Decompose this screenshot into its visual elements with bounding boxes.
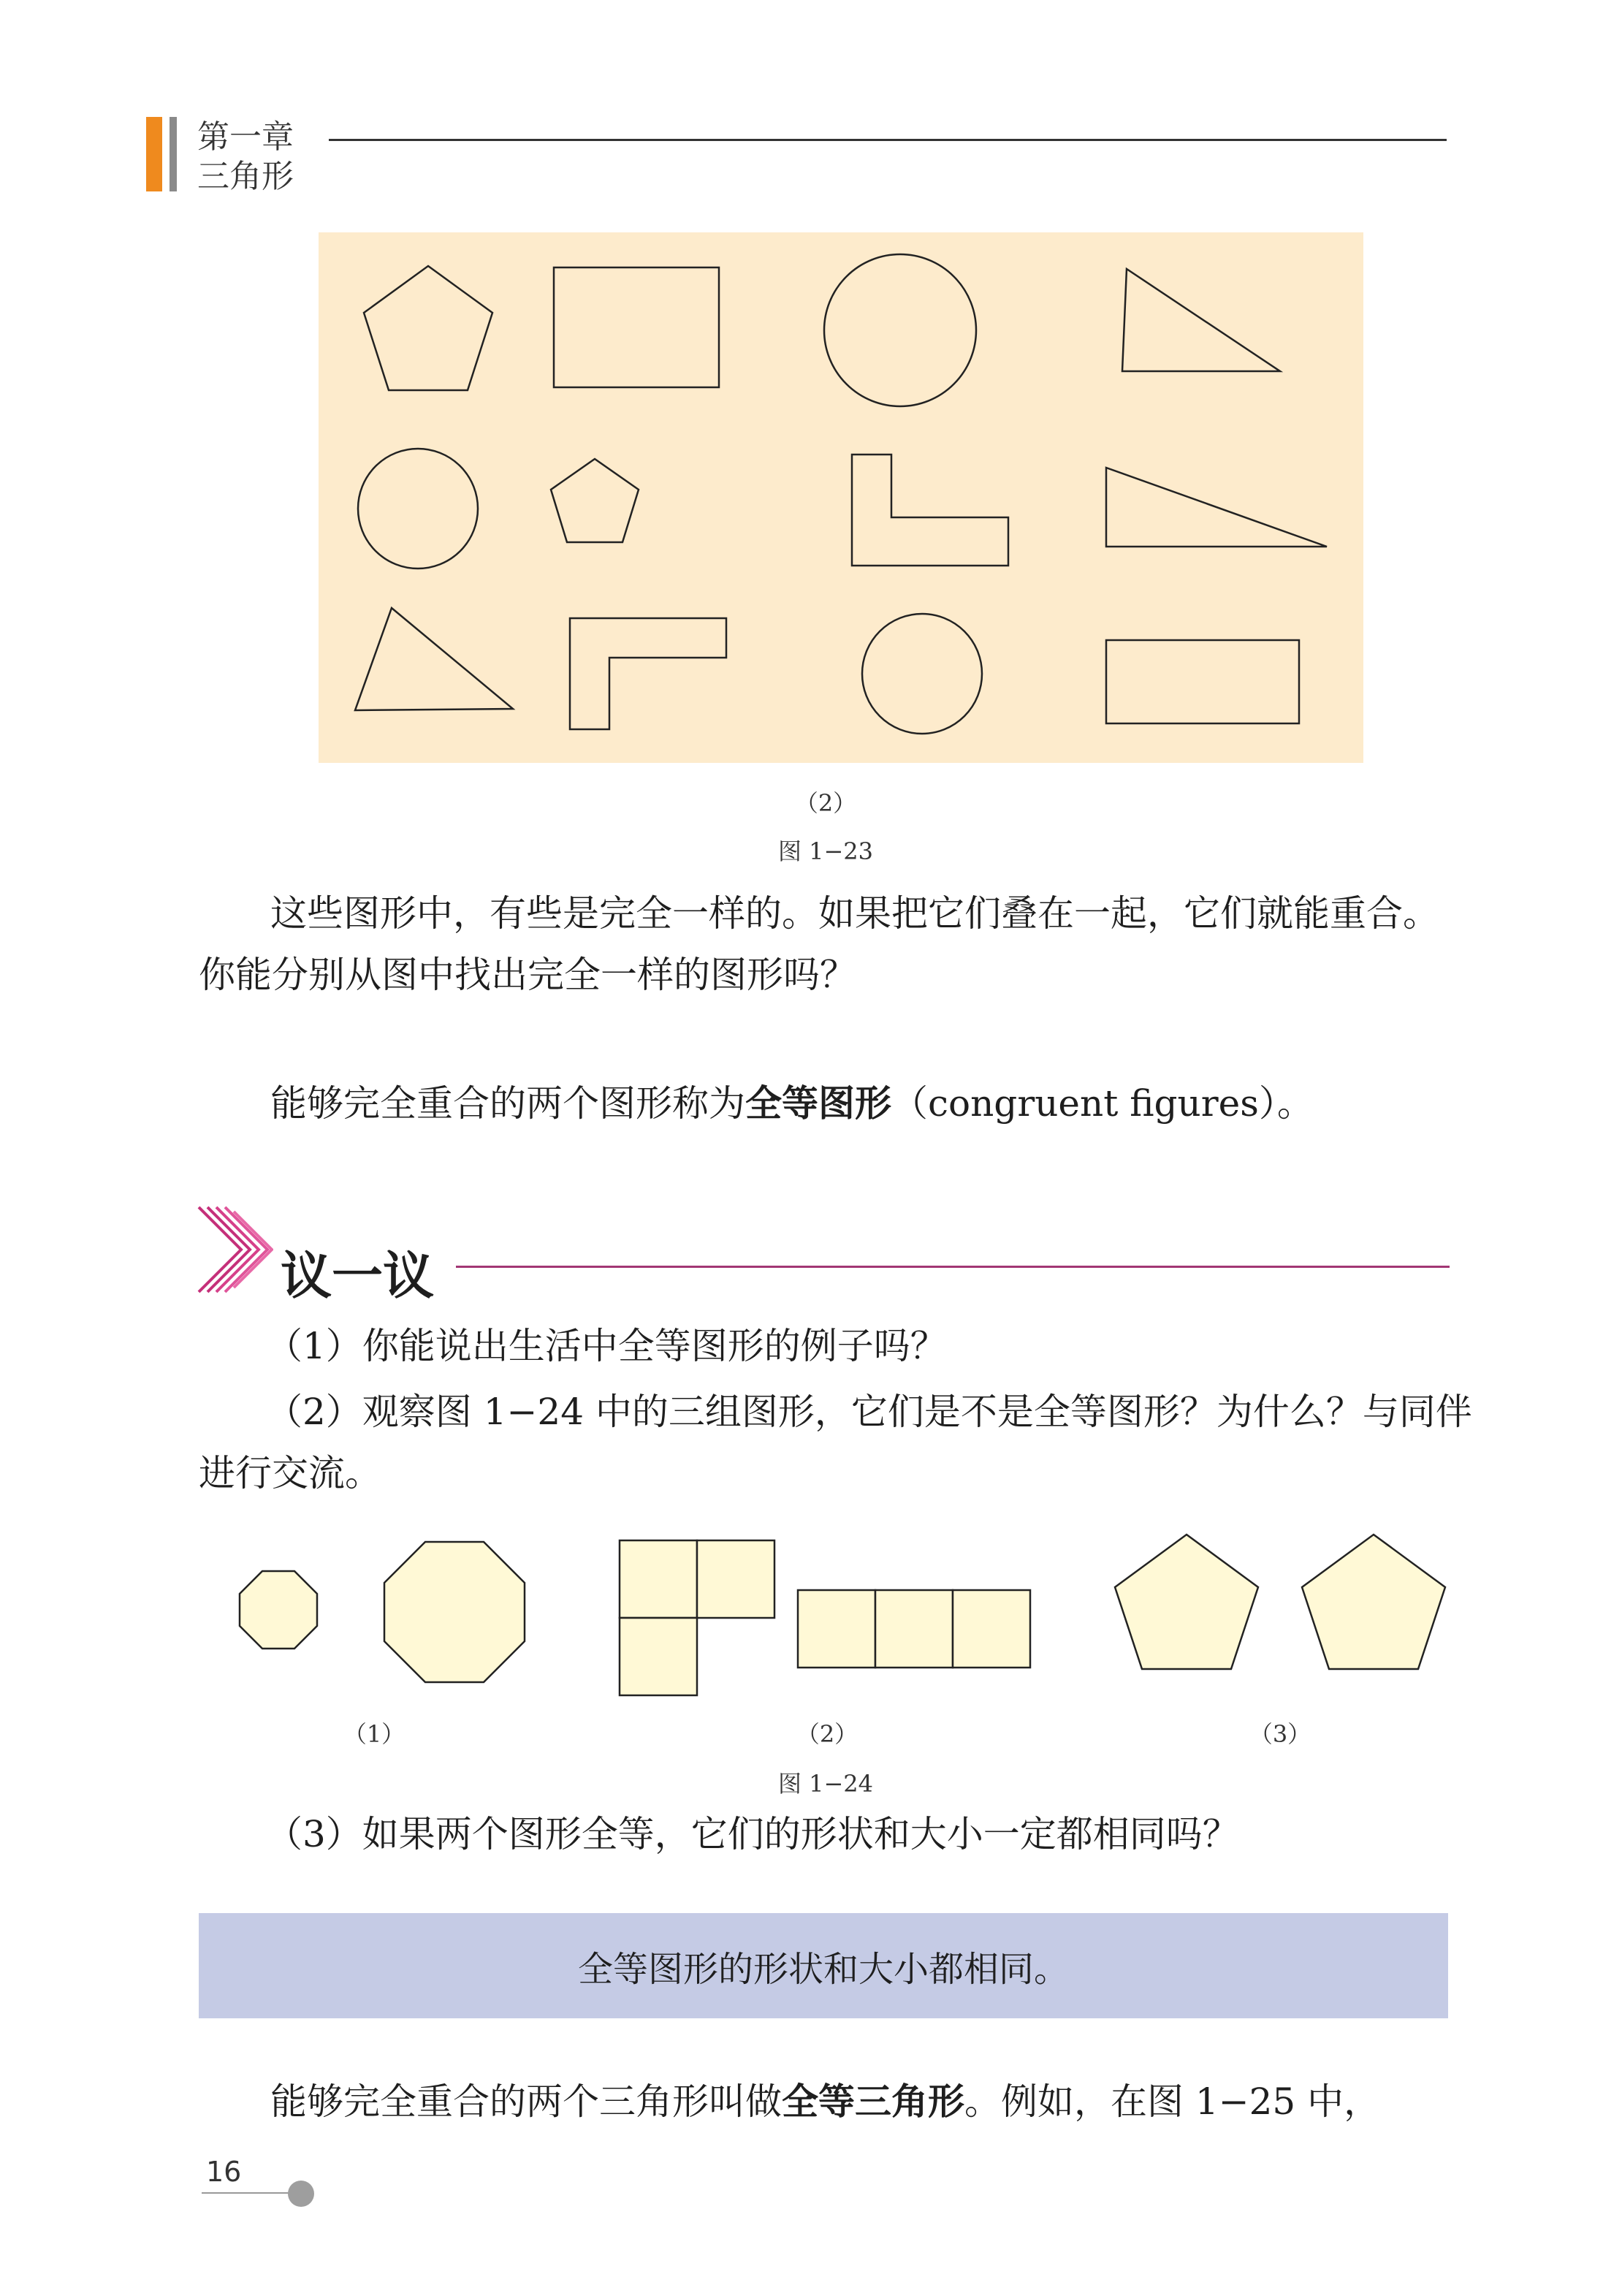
pentagon-shape xyxy=(551,459,639,542)
summary-text: 全等图形的形状和大小都相同。 xyxy=(577,1948,1069,1990)
circle-shape xyxy=(824,254,976,406)
last-paragraph xyxy=(270,2071,1380,2133)
rectangle-shape xyxy=(1106,640,1299,723)
figure-1-24-label-2: （2） xyxy=(796,1720,858,1748)
l-square-group xyxy=(620,1540,774,1695)
pentagon-fill-shape xyxy=(1302,1535,1445,1669)
paragraph-line: 这些图形中，有些是完全一样的。如果把它们叠在一起，它们就能重合。 xyxy=(270,892,1439,935)
last-paragraph-term: 全等三角形 xyxy=(782,2080,964,2123)
triangle-shape xyxy=(355,608,513,710)
figure-caption: 图 1−23 xyxy=(777,837,874,865)
definition-paragraph xyxy=(270,1073,1314,1135)
header-rule xyxy=(329,139,1447,141)
pentagon-shape xyxy=(364,266,492,390)
figure-1-24-caption: 图 1−24 xyxy=(777,1770,874,1798)
l-shape xyxy=(852,455,1008,566)
question-3: （3）如果两个图形全等，它们的形状和大小一定都相同吗？ xyxy=(266,1813,1239,1855)
question-2-cont: 进行交流。 xyxy=(199,1452,381,1494)
figure-1-24 xyxy=(205,1526,1461,1719)
triangle-shape xyxy=(1122,269,1280,371)
definition-term: 全等图形 xyxy=(745,1082,891,1125)
section-title: 三角形 xyxy=(197,158,294,195)
triangle-shape xyxy=(1106,468,1327,547)
row-square-group xyxy=(798,1590,1030,1668)
header-accent-bar-gray xyxy=(170,117,177,191)
discuss-arrow-icon xyxy=(197,1204,273,1298)
summary-box xyxy=(199,1913,1448,2018)
page-number-rule xyxy=(202,2192,292,2194)
last-paragraph-text-end: 。例如，在图 1−25 中， xyxy=(964,2080,1381,2123)
paragraph-line: 你能分别从图中找出完全一样的图形吗？ xyxy=(199,954,856,996)
discuss-rule xyxy=(456,1266,1450,1268)
circle-shape xyxy=(862,614,982,734)
question-1: （1）你能说出生活中全等图形的例子吗？ xyxy=(266,1325,947,1367)
last-paragraph-text: 能够完全重合的两个三角形叫做 xyxy=(270,2080,782,2123)
pentagon-fill-shape xyxy=(1115,1535,1258,1669)
definition-text: 能够完全重合的两个图形称为 xyxy=(270,1082,745,1125)
page-number: 16 xyxy=(206,2156,242,2188)
l-shape xyxy=(570,618,726,729)
figure-sublabel: （2） xyxy=(794,789,857,817)
page-dot-icon xyxy=(288,2181,314,2207)
header-accent-bar xyxy=(146,117,162,191)
rectangle-shape xyxy=(554,267,719,387)
definition-text-end: （congruent figures）。 xyxy=(891,1082,1314,1125)
figure-1-23-panel xyxy=(319,232,1363,763)
figure-1-24-label-1: （1） xyxy=(343,1720,406,1748)
figure-1-23-shapes xyxy=(319,232,1363,763)
octagon-small-shape xyxy=(240,1571,317,1649)
octagon-large-shape xyxy=(384,1542,525,1682)
question-2: （2）观察图 1−24 中的三组图形，它们是不是全等图形？为什么？与同伴 xyxy=(266,1391,1472,1433)
figure-1-24-shapes xyxy=(205,1526,1461,1716)
circle-shape xyxy=(358,449,478,569)
figure-1-24-label-3: （3） xyxy=(1249,1720,1311,1748)
chapter-title: 第一章 xyxy=(197,118,294,156)
discuss-title: 议一议 xyxy=(281,1245,434,1306)
